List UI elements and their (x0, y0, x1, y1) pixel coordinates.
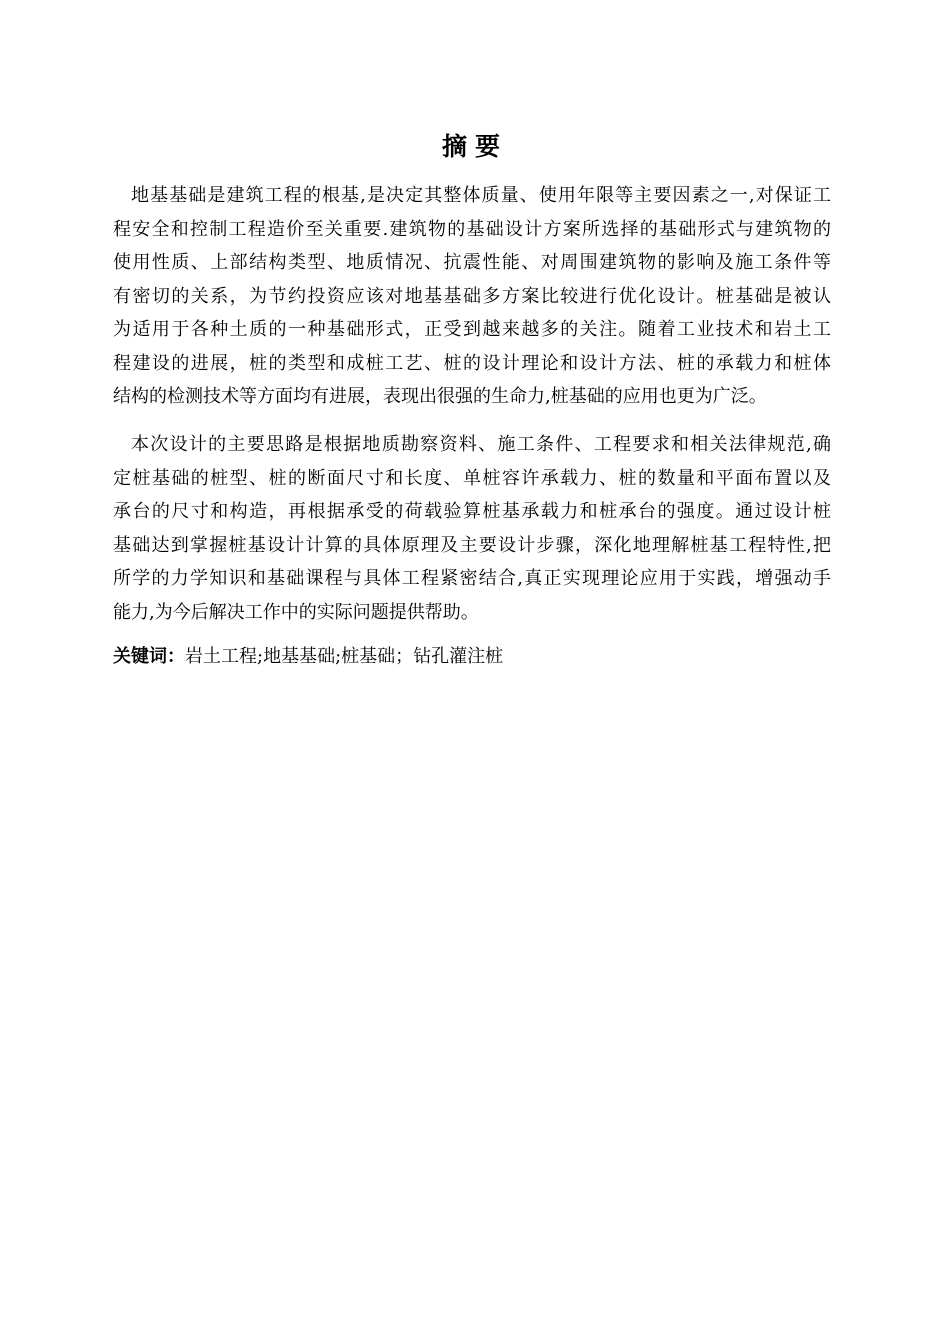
text-line: 本次设计的主要思路是根据地质勘察资料、施工条件、工程要求和相关法律规范,确 (131, 434, 831, 455)
keywords-label: 关键词： (113, 646, 185, 667)
text-line: 有密切的关系，为节约投资应该对地基基础多方案比较进行优化设计。桩基础是被认 (113, 285, 831, 307)
text-line: 所学的力学知识和基础课程与具体工程紧密结合,真正实现理论应用于实践，增强动手 (113, 568, 831, 589)
text-line: 为适用于各种土质的一种基础形式，正受到越来越多的关注。随着工业技术和岩土工 (113, 319, 831, 340)
keywords-line (113, 640, 503, 673)
text-line: 结构的检测技术等方面均有进展，表现出很强的生命力,桩基础的应用也更为广泛。 (113, 386, 767, 407)
text-line: 程安全和控制工程造价至关重要.建筑物的基础设计方案所选择的基础形式与建筑物的 (113, 218, 831, 240)
text-line: 定桩基础的桩型、桩的断面尺寸和长度、单桩容许承载力、桩的数量和平面布置以及 (113, 467, 831, 489)
abstract-title: 摘要 (441, 132, 508, 161)
keywords-value: 岩土工程;地基基础;桩基础；钻孔灌注桩 (185, 646, 504, 667)
text-line: 能力,为今后解决工作中的实际问题提供帮助。 (113, 601, 479, 623)
text-line: 地基基础是建筑工程的根基,是决定其整体质量、使用年限等主要因素之一,对保证工 (131, 185, 831, 206)
abstract-paragraph-2 (113, 428, 831, 629)
text-line: 承台的尺寸和构造，再根据承受的荷载验算桩基承载力和桩承台的强度。通过设计桩 (113, 501, 831, 522)
text-line: 程建设的进展，桩的类型和成桩工艺、桩的设计理论和设计方法、桩的承载力和桩体 (113, 352, 831, 374)
abstract-paragraph-1 (113, 179, 831, 414)
text-line: 使用性质、上部结构类型、地质情况、抗震性能、对周围建筑物的影响及施工条件等 (113, 252, 831, 273)
text-line: 基础达到掌握桩基设计计算的具体原理及主要设计步骤，深化地理解桩基工程特性,把 (113, 534, 831, 556)
